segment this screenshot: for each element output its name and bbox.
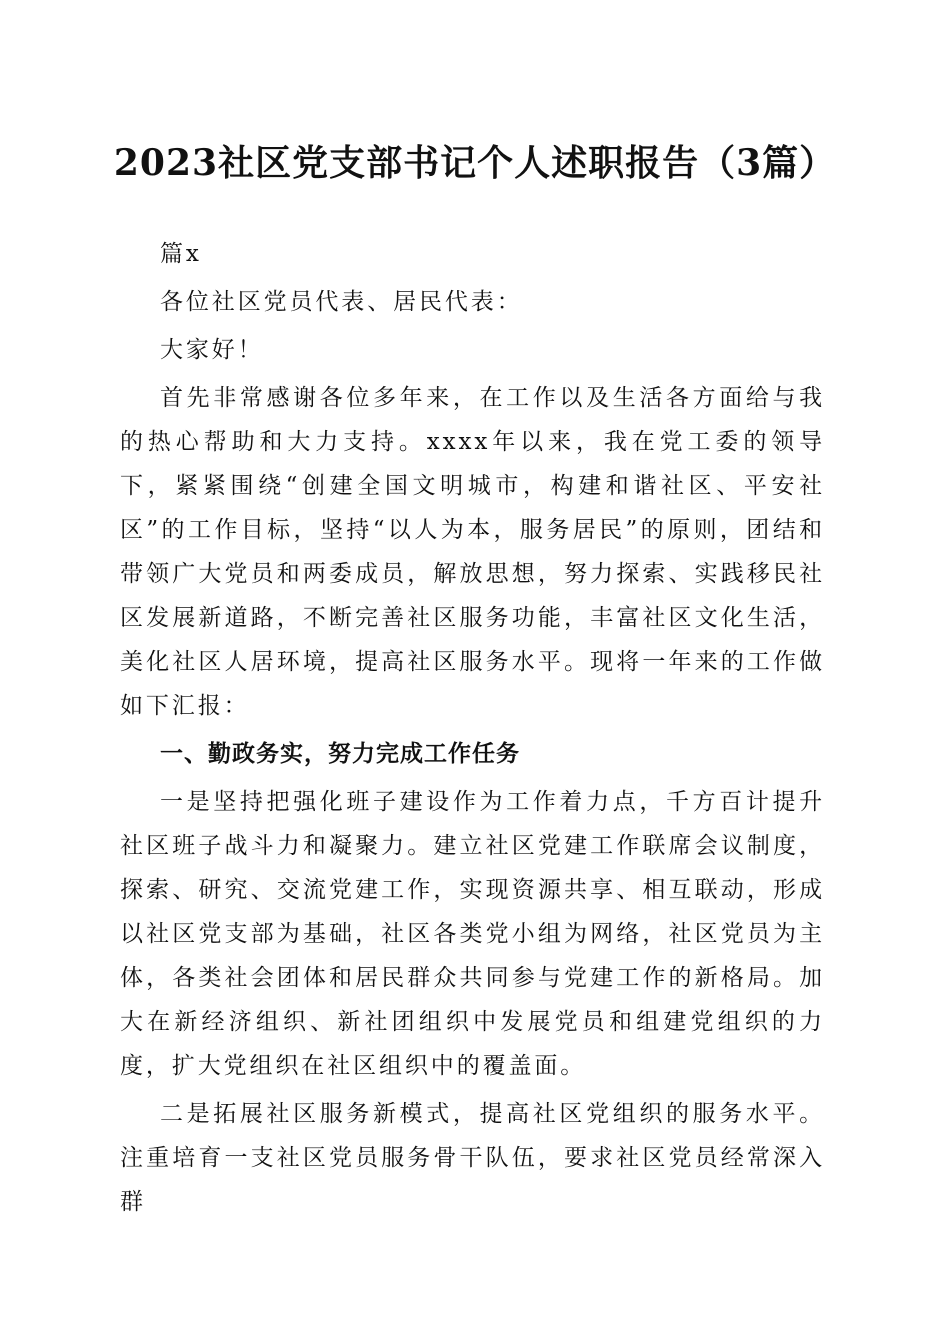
salutation: 各位社区党员代表、居民代表：	[160, 289, 523, 315]
body-paragraph: 二是拓展社区服务新模式，提高社区党组织的服务水平。注重培育一支社区党员服务骨干队伍，要求社区党员经常深入群	[120, 1101, 825, 1215]
intro-paragraph: 首先非常感谢各位多年来，在工作以及生活各方面给与我的热心帮助和大力支持。xxxx年以来，我在党工委的领导下，紧紧围绕“创建全国文明城市，构建和谐社区、平安社区”的工作目标，坚持“以人为本，服务居民”的原则，团结和带领广大党员和两委成员，解放思想，努力探索、实践移民社区发展新道路，不断完善社区服务功能，丰富社区文化生活，美化社区人居环境，提高社区服务水平。现将一年来的工作做如下汇报：	[120, 385, 825, 719]
document-title: 2023社区党支部书记个人述职报告（3篇）	[113, 142, 837, 184]
greeting: 大家好！	[160, 337, 264, 363]
section-heading: 一、勤政务实，努力完成工作任务	[160, 741, 520, 767]
body-paragraph: 一是坚持把强化班子建设作为工作着力点，千方百计提升社区班子战斗力和凝聚力。建立社区党建工作联席会议制度，探索、研究、交流党建工作，实现资源共享、相互联动，形成以社区党支部为基础，社区各类党小组为网络，社区党员为主体，各类社会团体和居民群众共同参与党建工作的新格局。加大在新经济组织、新社团组织中发展党员和组建党组织的力度，扩大党组织在社区组织中的覆盖面。	[120, 789, 825, 1079]
section-label: 篇x	[160, 241, 202, 267]
document-body	[120, 232, 825, 1224]
